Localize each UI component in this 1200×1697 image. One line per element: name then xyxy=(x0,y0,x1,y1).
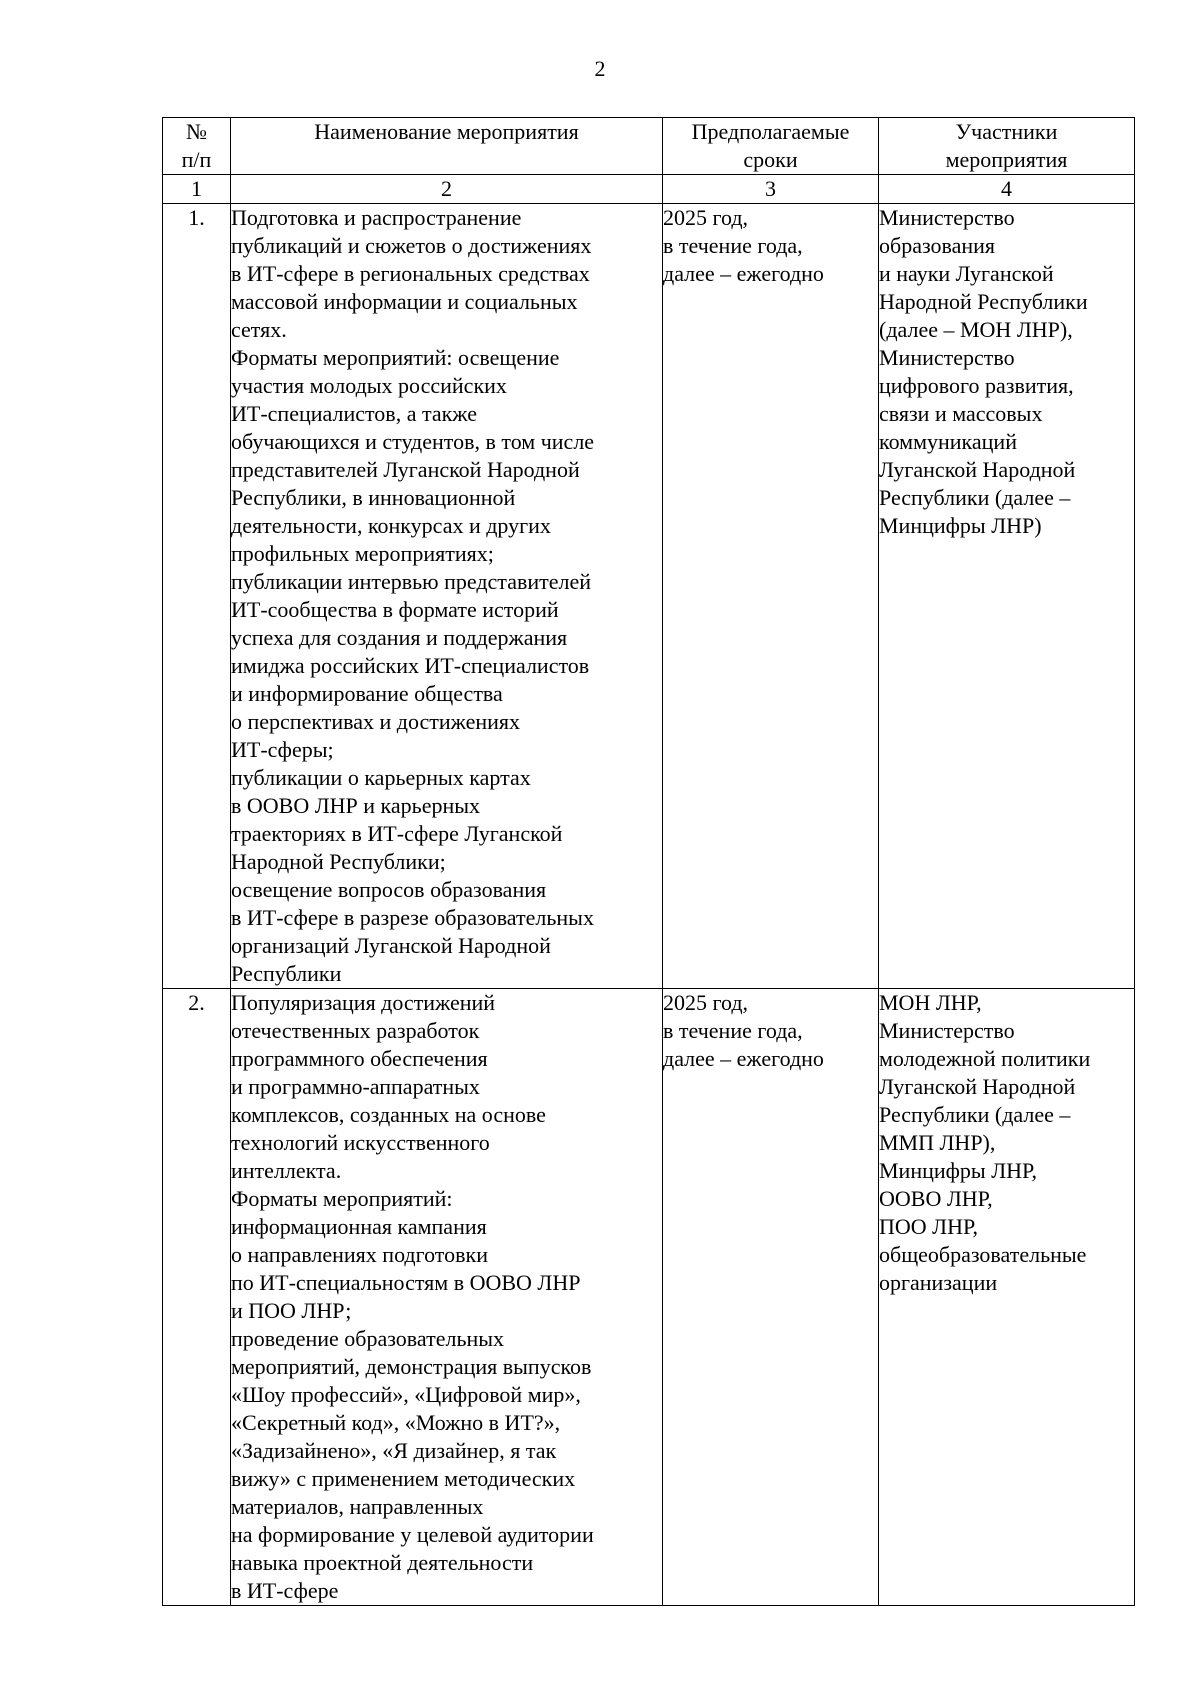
dates-cell xyxy=(663,989,879,1606)
event-name-cell-line: ИТ-специалистов, а также xyxy=(231,401,477,426)
column-index: 2 xyxy=(231,175,663,204)
participants-cell-line: Республики (далее – xyxy=(879,485,1071,510)
dates-cell-line: 2025 год, xyxy=(663,205,749,230)
event-name-cell-line: интеллекта. xyxy=(231,1158,342,1183)
event-name-cell-line: профильных мероприятиях; xyxy=(231,541,494,566)
participants-cell-line: Министерство xyxy=(879,345,1015,370)
participants-cell-line: ММП ЛНР), xyxy=(879,1130,996,1155)
event-name-cell xyxy=(231,989,663,1606)
participants-cell-line: общеобразовательные xyxy=(879,1242,1087,1267)
event-name-cell-line: и программно-аппаратных xyxy=(231,1074,480,1099)
dates-cell-line: далее – ежегодно xyxy=(663,1046,824,1071)
header-dates: Предполагаемые сроки xyxy=(663,118,879,175)
participants-cell-line: Минцифры ЛНР, xyxy=(879,1158,1037,1183)
event-name-cell-line: «Задизайнено», «Я дизайнер, я так xyxy=(231,1438,557,1463)
participants-cell-line: (далее – МОН ЛНР), xyxy=(879,317,1073,342)
event-name-cell-line: и информирование общества xyxy=(231,681,503,706)
event-name-cell-line: публикации о карьерных картах xyxy=(231,765,531,790)
header-event-name: Наименование мероприятия xyxy=(231,118,663,175)
row-number: 2. xyxy=(163,989,231,1606)
event-name-cell-line: публикации интервью представителей xyxy=(231,569,592,594)
table-row xyxy=(163,989,1135,1606)
event-name-cell-line: представителей Луганской Народной xyxy=(231,457,580,482)
event-name-cell-line: комплексов, созданных на основе xyxy=(231,1102,546,1127)
table-header-row xyxy=(163,118,1135,175)
event-name-cell-line: информационная кампания xyxy=(231,1214,487,1239)
event-name-cell-line: мероприятий, демонстрация выпусков xyxy=(231,1354,592,1379)
event-name-cell-line: публикаций и сюжетов о достижениях xyxy=(231,233,592,258)
participants-cell xyxy=(879,204,1135,989)
event-name-cell-line: технологий искусственного xyxy=(231,1130,490,1155)
event-name-cell-line: и ПОО ЛНР; xyxy=(231,1298,352,1323)
participants-cell-line: Луганской Народной xyxy=(879,1074,1076,1099)
event-name-cell-line: деятельности, конкурсах и других xyxy=(231,513,551,538)
column-index: 1 xyxy=(163,175,231,204)
event-name-cell-line: успеха для создания и поддержания xyxy=(231,625,568,650)
dates-cell-line: в течение года, xyxy=(663,233,803,258)
event-name-cell-line: имиджа российских ИТ-специалистов xyxy=(231,653,590,678)
participants-cell-line: ООВО ЛНР, xyxy=(879,1186,993,1211)
dates-cell xyxy=(663,204,879,989)
participants-cell-line: Республики (далее – xyxy=(879,1102,1071,1127)
participants-cell-line: молодежной политики xyxy=(879,1046,1091,1071)
event-name-cell-line: навыка проектной деятельности xyxy=(231,1550,534,1575)
event-name-cell-line: массовой информации и социальных xyxy=(231,289,578,314)
event-name-cell-line: ИТ-сферы; xyxy=(231,737,334,762)
participants-cell-line: коммуникаций xyxy=(879,429,1017,454)
event-name-cell-line: в ИТ-сфере в разрезе образовательных xyxy=(231,905,594,930)
event-name-cell-line: в ИТ-сфере в региональных средствах xyxy=(231,261,590,286)
row-number: 1. xyxy=(163,204,231,989)
event-name-cell-line: материалов, направленных xyxy=(231,1494,484,1519)
event-name-cell-line: Народной Республики; xyxy=(231,849,446,874)
dates-cell-line: далее – ежегодно xyxy=(663,261,824,286)
event-name-cell-line: проведение образовательных xyxy=(231,1326,505,1351)
participants-cell-line: Министерство xyxy=(879,205,1015,230)
event-name-cell-line: Подготовка и распространение xyxy=(231,205,522,230)
event-name-cell-line: отечественных разработок xyxy=(231,1018,480,1043)
event-name-cell-line: о направлениях подготовки xyxy=(231,1242,488,1267)
event-name-cell-line: организаций Луганской Народной xyxy=(231,933,551,958)
participants-cell-line: Народной Республики xyxy=(879,289,1088,314)
event-name-cell-line: ИТ-сообщества в формате историй xyxy=(231,597,559,622)
page-number: 2 xyxy=(594,56,606,81)
participants-cell-line: цифрового развития, xyxy=(879,373,1074,398)
event-name-cell-line: Форматы мероприятий: xyxy=(231,1186,453,1211)
event-name-cell-line: программного обеспечения xyxy=(231,1046,488,1071)
event-name-cell-line: на формирование у целевой аудитории xyxy=(231,1522,594,1547)
event-name-cell xyxy=(231,204,663,989)
events-table xyxy=(162,117,1135,1606)
column-index-row xyxy=(163,175,1135,204)
event-name-cell-line: в ИТ-сфере xyxy=(231,1578,339,1603)
event-name-cell-line: о перспективах и достижениях xyxy=(231,709,520,734)
participants-cell-line: Минцифры ЛНР) xyxy=(879,513,1042,538)
event-name-cell-line: обучающихся и студентов, в том числе xyxy=(231,429,595,454)
header-participants: Участники мероприятия xyxy=(879,118,1135,175)
participants-cell-line: Министерство xyxy=(879,1018,1015,1043)
table-row xyxy=(163,204,1135,989)
participants-cell xyxy=(879,989,1135,1606)
column-index: 4 xyxy=(879,175,1135,204)
event-name-cell-line: траекториях в ИТ-сфере Луганской xyxy=(231,821,563,846)
participants-cell-line: МОН ЛНР, xyxy=(879,990,982,1015)
participants-cell-line: и науки Луганской xyxy=(879,261,1054,286)
participants-cell-line: образования xyxy=(879,233,996,258)
participants-cell-line: Луганской Народной xyxy=(879,457,1076,482)
event-name-cell-line: «Секретный код», «Можно в ИТ?», xyxy=(231,1410,561,1435)
participants-cell-line: связи и массовых xyxy=(879,401,1043,426)
dates-cell-line: 2025 год, xyxy=(663,990,749,1015)
event-name-cell-line: Республики, в инновационной xyxy=(231,485,516,510)
event-name-cell-line: «Шоу профессий», «Цифровой мир», xyxy=(231,1382,581,1407)
event-name-cell-line: в ООВО ЛНР и карьерных xyxy=(231,793,481,818)
event-name-cell-line: Республики xyxy=(231,961,342,986)
column-index: 3 xyxy=(663,175,879,204)
event-name-cell-line: сетях. xyxy=(231,317,287,342)
participants-cell-line: организации xyxy=(879,1270,998,1295)
event-name-cell-line: по ИТ-специальностям в ООВО ЛНР xyxy=(231,1270,581,1295)
header-number: № п/п xyxy=(163,118,231,175)
event-name-cell-line: Форматы мероприятий: освещение xyxy=(231,345,560,370)
participants-cell-line: ПОО ЛНР, xyxy=(879,1214,978,1239)
event-name-cell-line: участия молодых российских xyxy=(231,373,507,398)
event-name-cell-line: Популяризация достижений xyxy=(231,990,496,1015)
event-name-cell-line: освещение вопросов образования xyxy=(231,877,547,902)
dates-cell-line: в течение года, xyxy=(663,1018,803,1043)
event-name-cell-line: вижу» с применением методических xyxy=(231,1466,576,1491)
